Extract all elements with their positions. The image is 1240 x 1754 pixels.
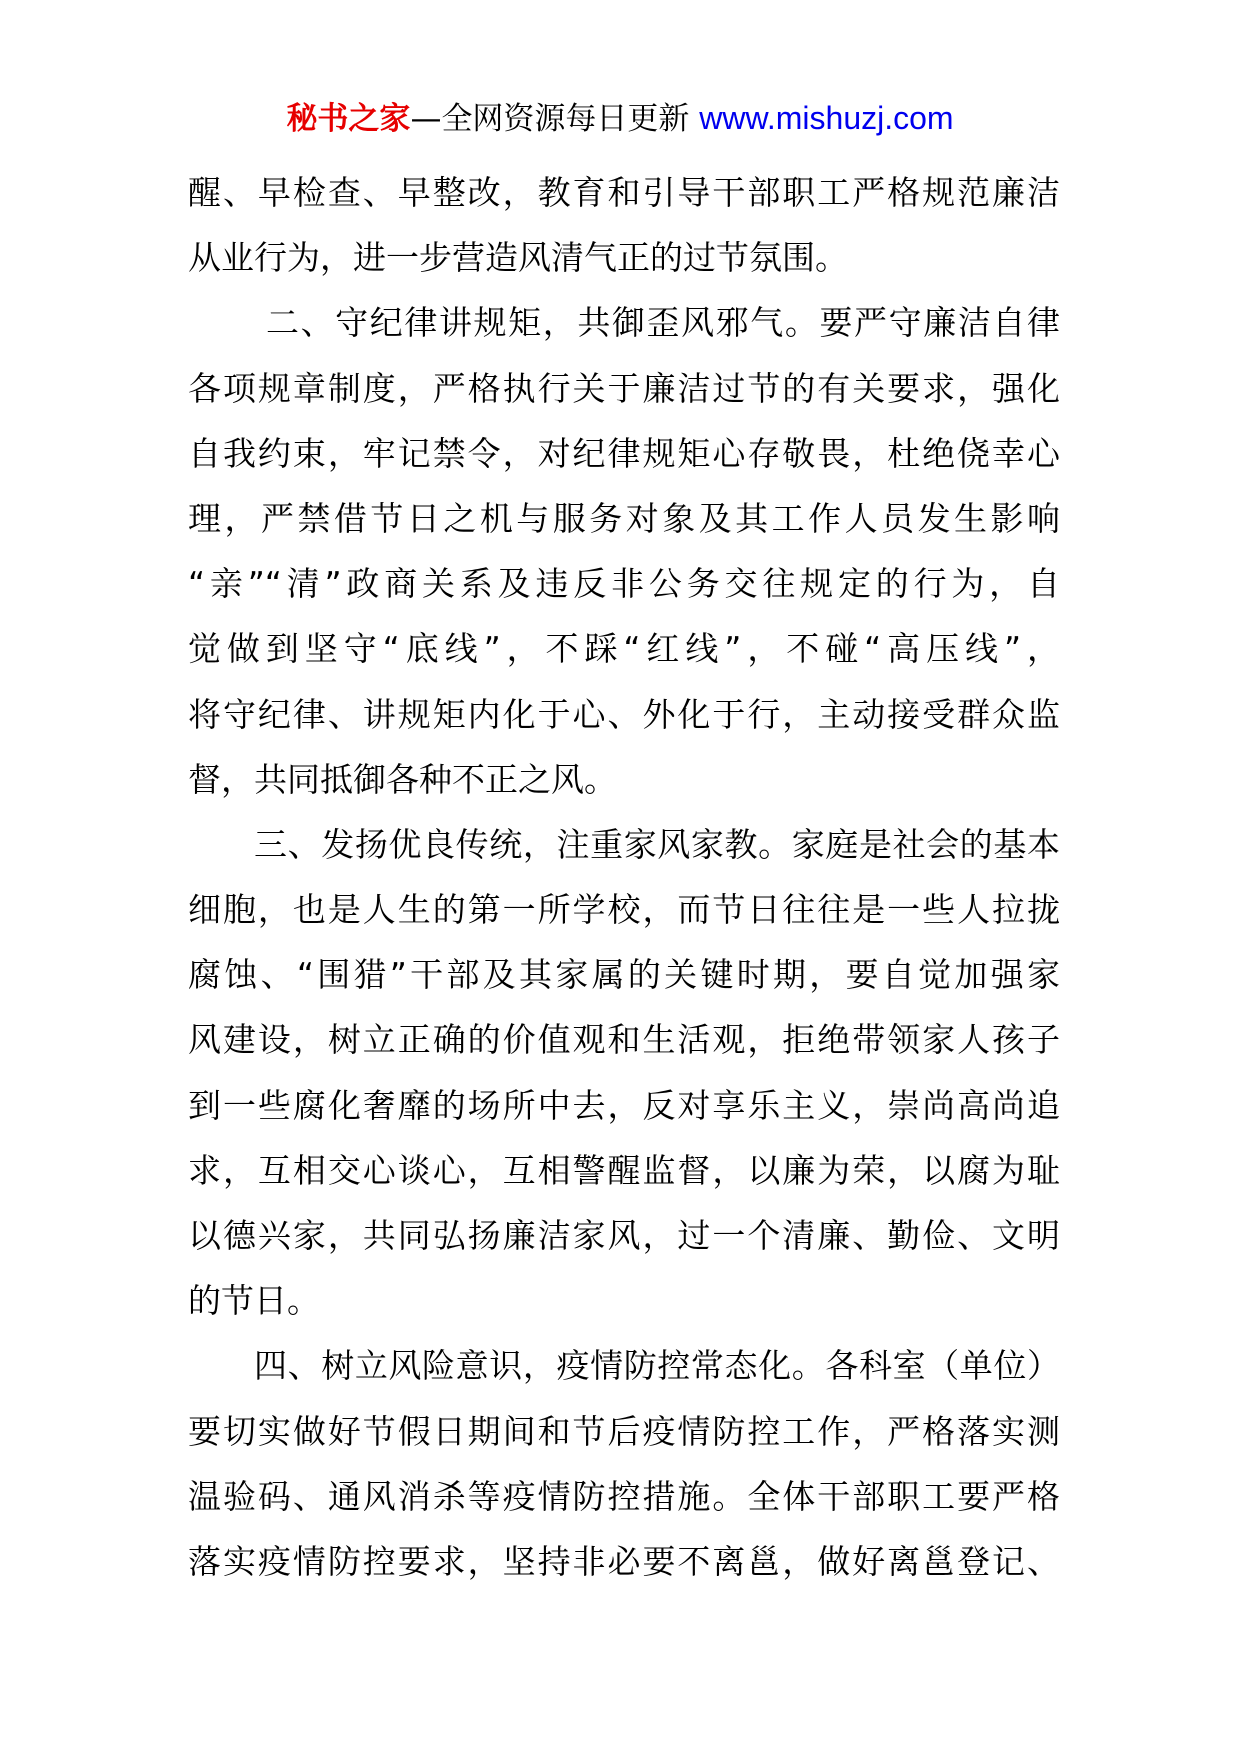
- text-line: 求，互相交心谈心，互相警醒监督，以廉为荣，以腐为耻: [188, 1150, 1060, 1190]
- text-line: 的节日。: [188, 1281, 320, 1321]
- text-line: 督，共同抵御各种不正之风。: [188, 759, 617, 799]
- text-line: 理，严禁借节日之机与服务对象及其工作人员发生影响: [188, 498, 1060, 538]
- website-link[interactable]: www.mishuzj.com: [699, 100, 954, 136]
- document-body: [188, 160, 1060, 1594]
- text-line: “亲”“清”政商关系及违反非公务交往规定的行为，自: [188, 564, 1060, 604]
- text-line: 自我约束，牢记禁令，对纪律规矩心存敬畏，杜绝侥幸心: [188, 433, 1060, 473]
- text-line: 细胞，也是人生的第一所学校，而节日往往是一些人拉拢: [188, 890, 1060, 930]
- text-line: 从业行为，进一步营造风清气正的过节氛围。: [188, 238, 848, 278]
- text-line: 以德兴家，共同弘扬廉洁家风，过一个清廉、勤俭、文明: [188, 1216, 1060, 1255]
- section-heading-line: 二、守纪律讲规矩，共御歪风邪气。要严守廉洁自律: [266, 303, 1060, 343]
- text-line: 将守纪律、讲规矩内化于心、外化于行，主动接受群众监: [188, 694, 1060, 734]
- text-line: 醒、早检查、早整改，教育和引导干部职工严格规范廉洁: [188, 173, 1060, 212]
- header-tagline: —全网资源每日更新: [410, 101, 690, 137]
- text-line: 到一些腐化奢靡的场所中去，反对享乐主义，崇尚高尚追: [188, 1085, 1060, 1125]
- page-header: [0, 96, 1240, 141]
- section-heading-line: 三、发扬优良传统，注重家风家教。家庭是社会的基本: [254, 824, 1060, 864]
- text-line: 腐蚀、“围猎”干部及其家属的关键时期，要自觉加强家: [188, 955, 1060, 995]
- text-line: 觉做到坚守“底线”，不踩“红线”，不碰“高压线”，: [188, 629, 1060, 669]
- text-line: 各项规章制度，严格执行关于廉洁过节的有关要求，强化: [188, 368, 1060, 408]
- brand-name: 秘书之家: [286, 101, 411, 137]
- text-line: 温验码、通风消杀等疫情防控措施。全体干部职工要严格: [188, 1476, 1060, 1516]
- text-line: 要切实做好节假日期间和节后疫情防控工作，严格落实测: [188, 1411, 1060, 1451]
- text-line: 风建设，树立正确的价值观和生活观，拒绝带领家人孩子: [188, 1020, 1060, 1060]
- section-heading-line: 四、树立风险意识，疫情防控常态化。各科室（单位）: [254, 1346, 1060, 1386]
- text-line: 落实疫情防控要求，坚持非必要不离邕，做好离邕登记、: [188, 1541, 1060, 1581]
